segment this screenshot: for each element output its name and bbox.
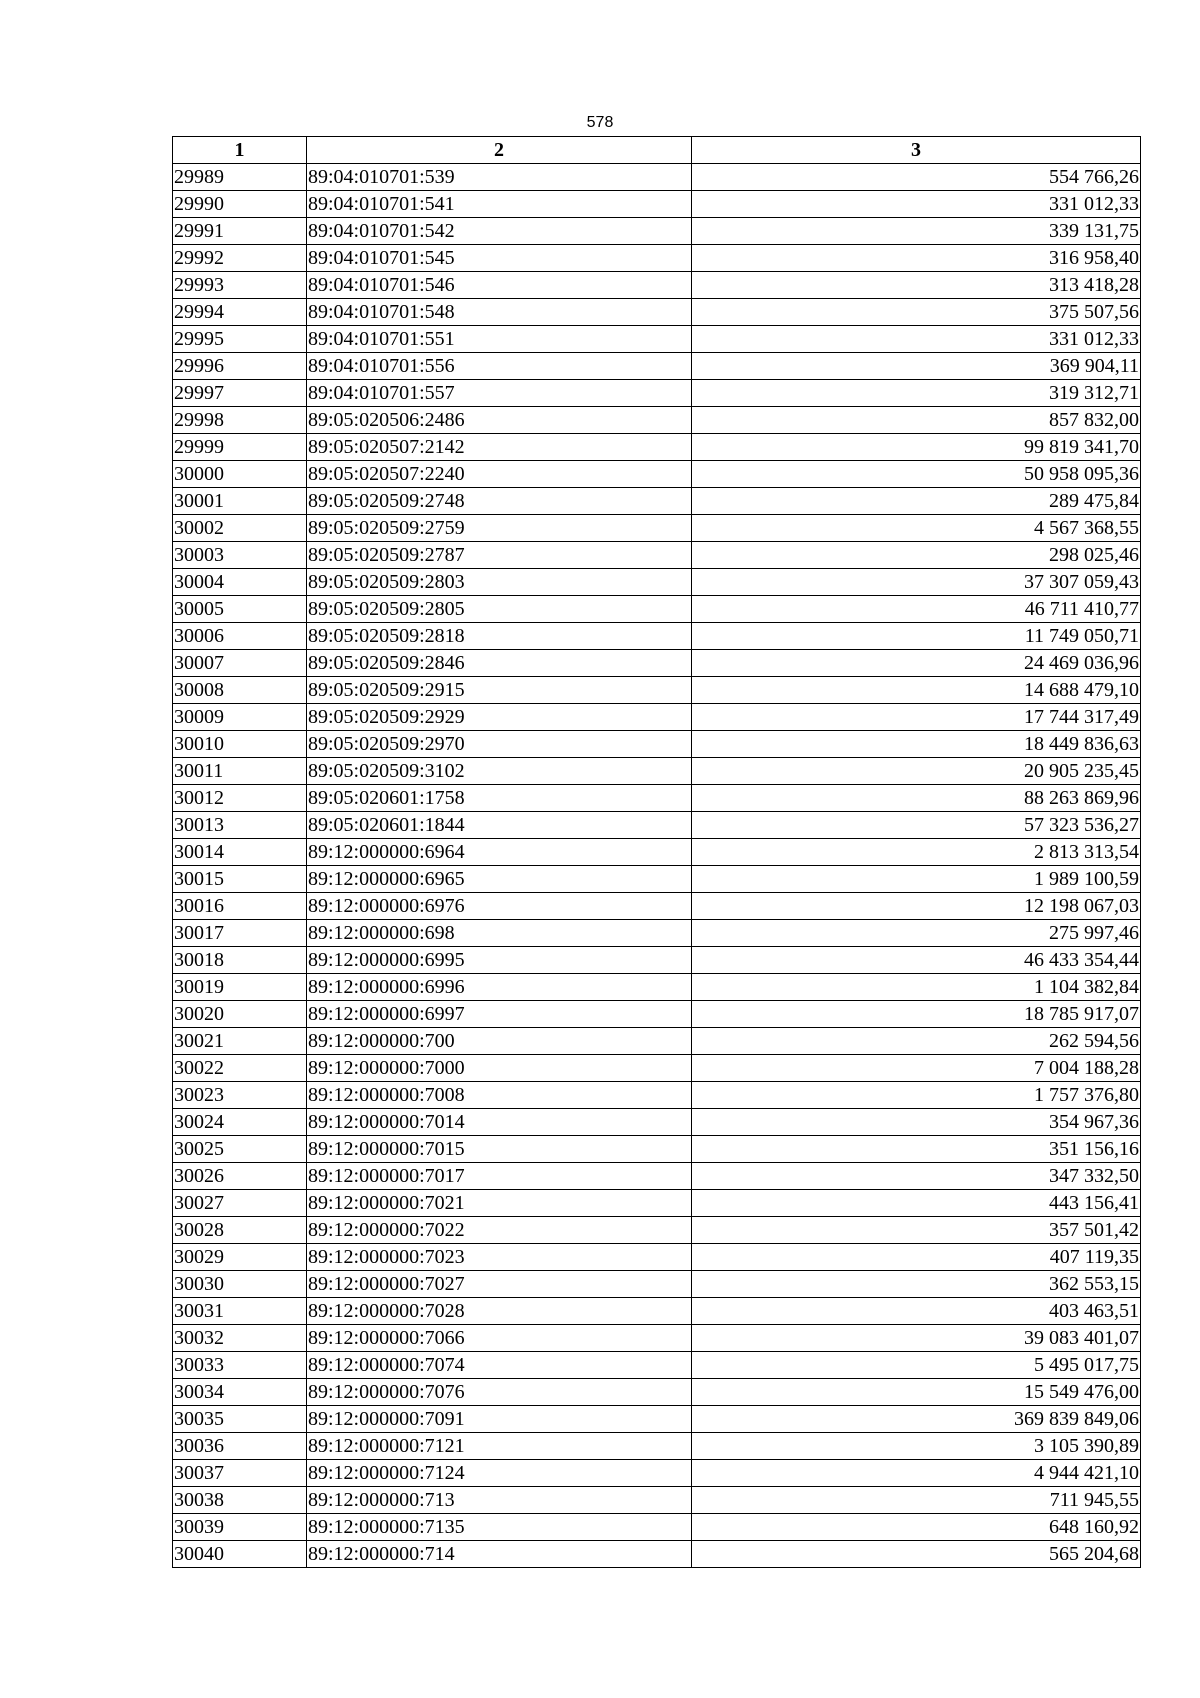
row-number-cell: 30028 <box>173 1217 307 1244</box>
value-cell: 443 156,41 <box>692 1190 1141 1217</box>
row-number-cell: 30036 <box>173 1433 307 1460</box>
row-number-cell: 30009 <box>173 704 307 731</box>
table-row <box>173 1325 1141 1352</box>
cadastral-number-cell: 89:04:010701:556 <box>307 353 692 380</box>
table-row <box>173 380 1141 407</box>
row-number-cell: 29993 <box>173 272 307 299</box>
value-cell: 17 744 317,49 <box>692 704 1141 731</box>
table-row <box>173 245 1141 272</box>
cadastral-number-cell: 89:05:020509:2748 <box>307 488 692 515</box>
table-row <box>173 1406 1141 1433</box>
table-row <box>173 542 1141 569</box>
table-row <box>173 1055 1141 1082</box>
table-row <box>173 1244 1141 1271</box>
cadastral-number-cell: 89:12:000000:7076 <box>307 1379 692 1406</box>
value-cell: 357 501,42 <box>692 1217 1141 1244</box>
value-cell: 18 449 836,63 <box>692 731 1141 758</box>
cadastral-number-cell: 89:12:000000:6964 <box>307 839 692 866</box>
column-header-1: 1 <box>173 137 307 164</box>
value-cell: 99 819 341,70 <box>692 434 1141 461</box>
cadastral-number-cell: 89:12:000000:7091 <box>307 1406 692 1433</box>
table-row <box>173 1082 1141 1109</box>
cadastral-number-cell: 89:05:020507:2142 <box>307 434 692 461</box>
value-cell: 351 156,16 <box>692 1136 1141 1163</box>
value-cell: 14 688 479,10 <box>692 677 1141 704</box>
header-row <box>173 137 1141 164</box>
row-number-cell: 30007 <box>173 650 307 677</box>
table-header <box>173 137 1141 164</box>
row-number-cell: 29990 <box>173 191 307 218</box>
row-number-cell: 29989 <box>173 164 307 191</box>
table-row <box>173 920 1141 947</box>
row-number-cell: 30027 <box>173 1190 307 1217</box>
row-number-cell: 29999 <box>173 434 307 461</box>
value-cell: 12 198 067,03 <box>692 893 1141 920</box>
cadastral-number-cell: 89:04:010701:548 <box>307 299 692 326</box>
cadastral-number-cell: 89:05:020509:2915 <box>307 677 692 704</box>
table-row <box>173 623 1141 650</box>
cadastral-number-cell: 89:04:010701:546 <box>307 272 692 299</box>
row-number-cell: 30015 <box>173 866 307 893</box>
row-number-cell: 30039 <box>173 1514 307 1541</box>
row-number-cell: 29995 <box>173 326 307 353</box>
value-cell: 857 832,00 <box>692 407 1141 434</box>
cadastral-number-cell: 89:05:020601:1844 <box>307 812 692 839</box>
value-cell: 1 757 376,80 <box>692 1082 1141 1109</box>
value-cell: 7 004 188,28 <box>692 1055 1141 1082</box>
value-cell: 275 997,46 <box>692 920 1141 947</box>
value-cell: 403 463,51 <box>692 1298 1141 1325</box>
table-row <box>173 1514 1141 1541</box>
value-cell: 313 418,28 <box>692 272 1141 299</box>
cadastral-number-cell: 89:12:000000:7021 <box>307 1190 692 1217</box>
row-number-cell: 30016 <box>173 893 307 920</box>
table-row <box>173 164 1141 191</box>
cadastral-number-cell: 89:12:000000:713 <box>307 1487 692 1514</box>
table-row <box>173 407 1141 434</box>
value-cell: 88 263 869,96 <box>692 785 1141 812</box>
row-number-cell: 29992 <box>173 245 307 272</box>
table-row <box>173 1109 1141 1136</box>
row-number-cell: 30002 <box>173 515 307 542</box>
cadastral-number-cell: 89:05:020509:2846 <box>307 650 692 677</box>
value-cell: 316 958,40 <box>692 245 1141 272</box>
value-cell: 711 945,55 <box>692 1487 1141 1514</box>
row-number-cell: 30010 <box>173 731 307 758</box>
cadastral-number-cell: 89:12:000000:700 <box>307 1028 692 1055</box>
cadastral-number-cell: 89:05:020509:2805 <box>307 596 692 623</box>
cadastral-number-cell: 89:05:020509:2970 <box>307 731 692 758</box>
cadastral-number-cell: 89:05:020601:1758 <box>307 785 692 812</box>
table-row <box>173 1487 1141 1514</box>
value-cell: 554 766,26 <box>692 164 1141 191</box>
table-row <box>173 1271 1141 1298</box>
row-number-cell: 30037 <box>173 1460 307 1487</box>
cadastral-number-cell: 89:04:010701:541 <box>307 191 692 218</box>
row-number-cell: 30014 <box>173 839 307 866</box>
table-row <box>173 1001 1141 1028</box>
table-row <box>173 1352 1141 1379</box>
cadastral-number-cell: 89:04:010701:542 <box>307 218 692 245</box>
table-row <box>173 1136 1141 1163</box>
value-cell: 262 594,56 <box>692 1028 1141 1055</box>
cadastral-number-cell: 89:04:010701:551 <box>307 326 692 353</box>
row-number-cell: 30013 <box>173 812 307 839</box>
row-number-cell: 30025 <box>173 1136 307 1163</box>
cadastral-number-cell: 89:12:000000:6996 <box>307 974 692 1001</box>
page-number: 578 <box>586 114 614 131</box>
row-number-cell: 30003 <box>173 542 307 569</box>
table-row <box>173 1028 1141 1055</box>
cadastral-number-cell: 89:12:000000:6965 <box>307 866 692 893</box>
row-number-cell: 29994 <box>173 299 307 326</box>
row-number-cell: 30038 <box>173 1487 307 1514</box>
value-cell: 2 813 313,54 <box>692 839 1141 866</box>
table-row <box>173 326 1141 353</box>
cadastral-number-cell: 89:05:020506:2486 <box>307 407 692 434</box>
cadastral-number-cell: 89:12:000000:7066 <box>307 1325 692 1352</box>
value-cell: 289 475,84 <box>692 488 1141 515</box>
row-number-cell: 30012 <box>173 785 307 812</box>
value-cell: 50 958 095,36 <box>692 461 1141 488</box>
row-number-cell: 30024 <box>173 1109 307 1136</box>
value-cell: 57 323 536,27 <box>692 812 1141 839</box>
table-row <box>173 191 1141 218</box>
value-cell: 319 312,71 <box>692 380 1141 407</box>
row-number-cell: 30008 <box>173 677 307 704</box>
value-cell: 375 507,56 <box>692 299 1141 326</box>
cadastral-number-cell: 89:04:010701:545 <box>307 245 692 272</box>
row-number-cell: 30011 <box>173 758 307 785</box>
cadastral-number-cell: 89:05:020507:2240 <box>307 461 692 488</box>
row-number-cell: 30005 <box>173 596 307 623</box>
row-number-cell: 29996 <box>173 353 307 380</box>
value-cell: 15 549 476,00 <box>692 1379 1141 1406</box>
column-header-3: 3 <box>692 137 1141 164</box>
table-row <box>173 866 1141 893</box>
value-cell: 339 131,75 <box>692 218 1141 245</box>
value-cell: 354 967,36 <box>692 1109 1141 1136</box>
value-cell: 1 989 100,59 <box>692 866 1141 893</box>
table-row <box>173 1460 1141 1487</box>
cadastral-number-cell: 89:12:000000:7008 <box>307 1082 692 1109</box>
cadastral-number-cell: 89:05:020509:2818 <box>307 623 692 650</box>
row-number-cell: 30017 <box>173 920 307 947</box>
table-body <box>173 164 1141 1568</box>
row-number-cell: 30004 <box>173 569 307 596</box>
table-row <box>173 434 1141 461</box>
cadastral-number-cell: 89:12:000000:698 <box>307 920 692 947</box>
column-header-2: 2 <box>307 137 692 164</box>
row-number-cell: 30030 <box>173 1271 307 1298</box>
table-row <box>173 299 1141 326</box>
row-number-cell: 30023 <box>173 1082 307 1109</box>
table-row <box>173 893 1141 920</box>
table-row <box>173 569 1141 596</box>
value-cell: 369 904,11 <box>692 353 1141 380</box>
value-cell: 24 469 036,96 <box>692 650 1141 677</box>
cadastral-number-cell: 89:12:000000:7022 <box>307 1217 692 1244</box>
value-cell: 4 567 368,55 <box>692 515 1141 542</box>
row-number-cell: 30021 <box>173 1028 307 1055</box>
cadastral-number-cell: 89:05:020509:3102 <box>307 758 692 785</box>
value-cell: 362 553,15 <box>692 1271 1141 1298</box>
value-cell: 565 204,68 <box>692 1541 1141 1568</box>
value-cell: 331 012,33 <box>692 191 1141 218</box>
table-row <box>173 758 1141 785</box>
cadastral-number-cell: 89:12:000000:7074 <box>307 1352 692 1379</box>
value-cell: 3 105 390,89 <box>692 1433 1141 1460</box>
cadastral-number-cell: 89:05:020509:2759 <box>307 515 692 542</box>
value-cell: 46 711 410,77 <box>692 596 1141 623</box>
row-number-cell: 29998 <box>173 407 307 434</box>
row-number-cell: 29991 <box>173 218 307 245</box>
cadastral-number-cell: 89:12:000000:7124 <box>307 1460 692 1487</box>
value-cell: 331 012,33 <box>692 326 1141 353</box>
table-row <box>173 650 1141 677</box>
value-cell: 20 905 235,45 <box>692 758 1141 785</box>
cadastral-number-cell: 89:12:000000:7135 <box>307 1514 692 1541</box>
row-number-cell: 30018 <box>173 947 307 974</box>
value-cell: 648 160,92 <box>692 1514 1141 1541</box>
value-cell: 4 944 421,10 <box>692 1460 1141 1487</box>
table-row <box>173 515 1141 542</box>
value-cell: 347 332,50 <box>692 1163 1141 1190</box>
table-row <box>173 731 1141 758</box>
value-cell: 5 495 017,75 <box>692 1352 1141 1379</box>
table-row <box>173 1217 1141 1244</box>
table-row <box>173 1541 1141 1568</box>
cadastral-number-cell: 89:12:000000:7014 <box>307 1109 692 1136</box>
cadastral-number-cell: 89:12:000000:7121 <box>307 1433 692 1460</box>
cadastral-number-cell: 89:05:020509:2929 <box>307 704 692 731</box>
table-row <box>173 839 1141 866</box>
value-cell: 11 749 050,71 <box>692 623 1141 650</box>
cadastral-number-cell: 89:12:000000:6976 <box>307 893 692 920</box>
row-number-cell: 30000 <box>173 461 307 488</box>
table-row <box>173 1433 1141 1460</box>
cadastral-number-cell: 89:12:000000:7023 <box>307 1244 692 1271</box>
row-number-cell: 30001 <box>173 488 307 515</box>
cadastral-number-cell: 89:12:000000:7015 <box>307 1136 692 1163</box>
row-number-cell: 30040 <box>173 1541 307 1568</box>
table-row <box>173 704 1141 731</box>
table-row <box>173 596 1141 623</box>
row-number-cell: 30034 <box>173 1379 307 1406</box>
cadastral-number-cell: 89:12:000000:6997 <box>307 1001 692 1028</box>
row-number-cell: 30019 <box>173 974 307 1001</box>
registry-table <box>172 136 1141 1568</box>
table-row <box>173 488 1141 515</box>
row-number-cell: 30029 <box>173 1244 307 1271</box>
value-cell: 18 785 917,07 <box>692 1001 1141 1028</box>
table-row <box>173 1298 1141 1325</box>
table-row <box>173 1379 1141 1406</box>
cadastral-number-cell: 89:05:020509:2787 <box>307 542 692 569</box>
table-row <box>173 353 1141 380</box>
row-number-cell: 30033 <box>173 1352 307 1379</box>
value-cell: 298 025,46 <box>692 542 1141 569</box>
value-cell: 407 119,35 <box>692 1244 1141 1271</box>
row-number-cell: 30035 <box>173 1406 307 1433</box>
table-row <box>173 1190 1141 1217</box>
row-number-cell: 30031 <box>173 1298 307 1325</box>
value-cell: 46 433 354,44 <box>692 947 1141 974</box>
cadastral-number-cell: 89:12:000000:7017 <box>307 1163 692 1190</box>
table-row <box>173 272 1141 299</box>
table-row <box>173 785 1141 812</box>
cadastral-number-cell: 89:12:000000:7000 <box>307 1055 692 1082</box>
row-number-cell: 30020 <box>173 1001 307 1028</box>
value-cell: 37 307 059,43 <box>692 569 1141 596</box>
table-row <box>173 218 1141 245</box>
cadastral-number-cell: 89:12:000000:6995 <box>307 947 692 974</box>
value-cell: 39 083 401,07 <box>692 1325 1141 1352</box>
value-cell: 369 839 849,06 <box>692 1406 1141 1433</box>
table-row <box>173 1163 1141 1190</box>
table-row <box>173 677 1141 704</box>
cadastral-number-cell: 89:12:000000:7027 <box>307 1271 692 1298</box>
cadastral-number-cell: 89:04:010701:539 <box>307 164 692 191</box>
table-row <box>173 812 1141 839</box>
cadastral-number-cell: 89:05:020509:2803 <box>307 569 692 596</box>
row-number-cell: 30032 <box>173 1325 307 1352</box>
row-number-cell: 30006 <box>173 623 307 650</box>
table-row <box>173 947 1141 974</box>
table-row <box>173 974 1141 1001</box>
row-number-cell: 29997 <box>173 380 307 407</box>
value-cell: 1 104 382,84 <box>692 974 1141 1001</box>
table-row <box>173 461 1141 488</box>
cadastral-number-cell: 89:12:000000:714 <box>307 1541 692 1568</box>
row-number-cell: 30026 <box>173 1163 307 1190</box>
cadastral-number-cell: 89:04:010701:557 <box>307 380 692 407</box>
cadastral-number-cell: 89:12:000000:7028 <box>307 1298 692 1325</box>
row-number-cell: 30022 <box>173 1055 307 1082</box>
